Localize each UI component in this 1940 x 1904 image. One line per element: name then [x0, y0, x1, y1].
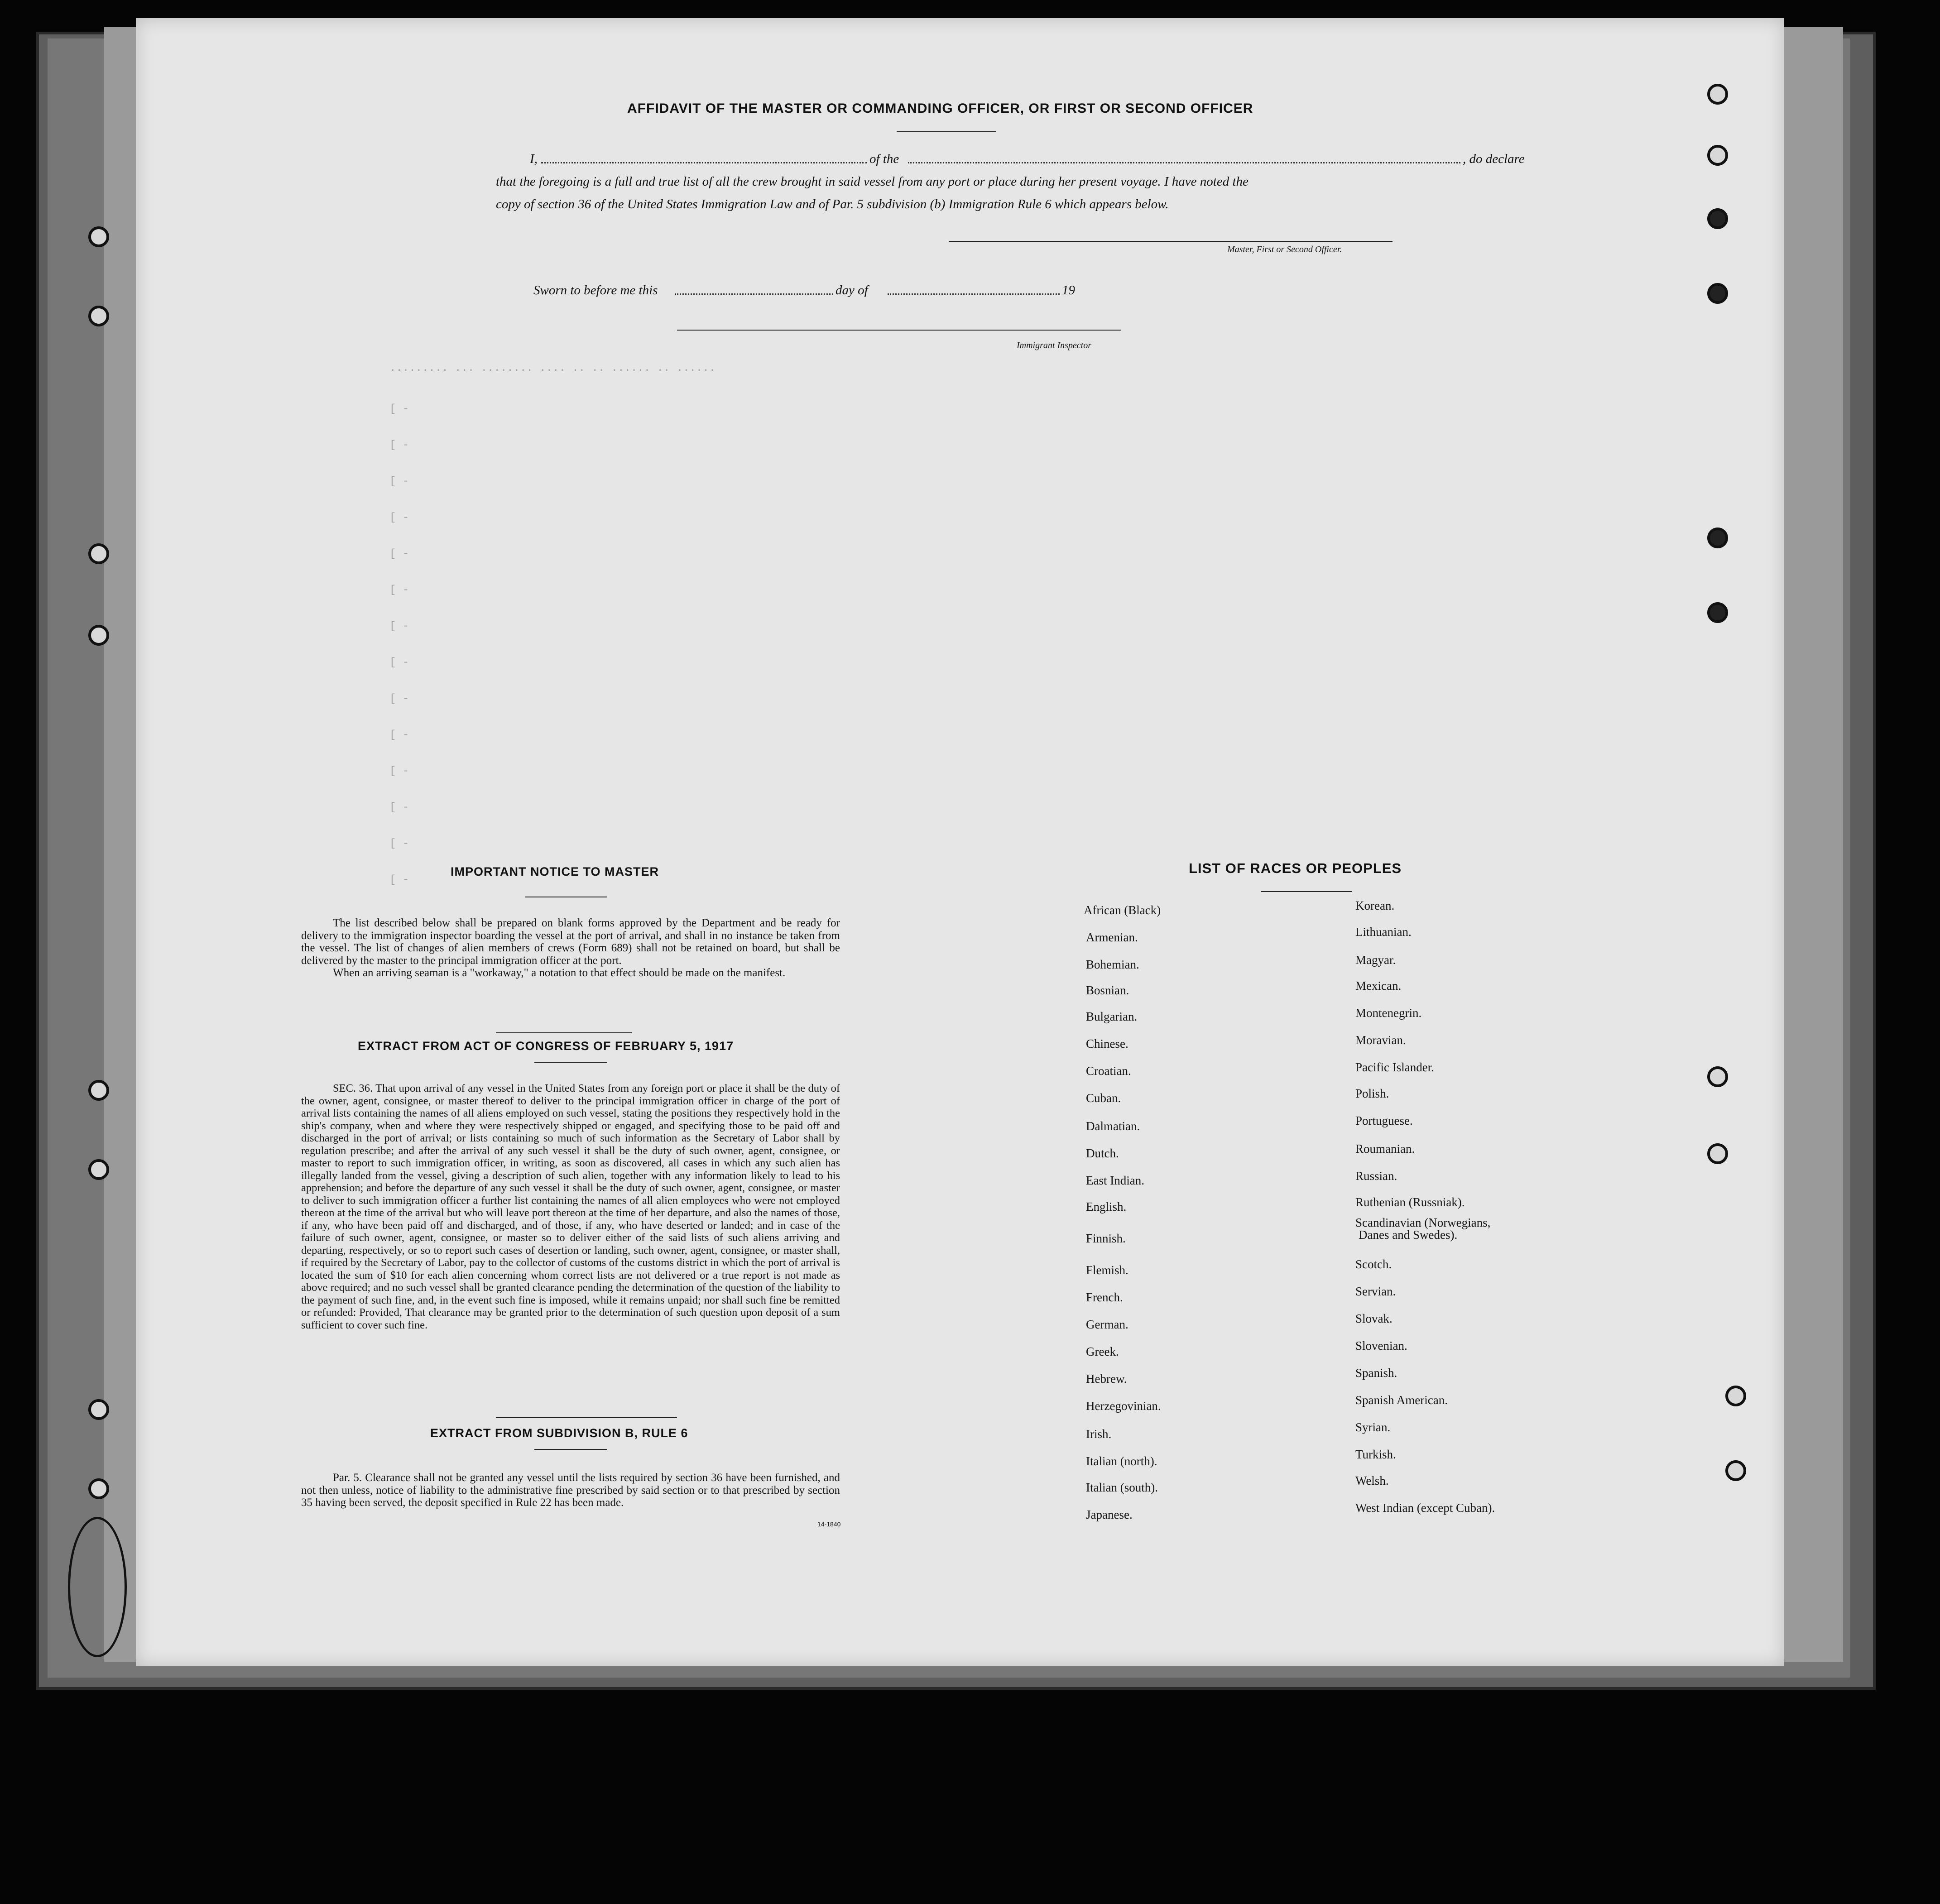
race-item: African (Black): [1084, 903, 1161, 917]
race-item: Welsh.: [1355, 1474, 1389, 1487]
races-underline: [1261, 891, 1352, 892]
race-item: Irish.: [1086, 1427, 1112, 1441]
binder-hole: [1707, 283, 1728, 304]
master-name-line: [541, 162, 867, 163]
bleed-through-text: [ -: [389, 729, 409, 741]
race-item: Spanish American.: [1355, 1393, 1448, 1407]
race-item: Mexican.: [1355, 979, 1402, 993]
race-item: Polish.: [1355, 1087, 1389, 1100]
bleed-through-text: [ -: [389, 838, 409, 850]
affidavit-line-3: copy of section 36 of the United States Immigration Law and of Par. 5 subdivision (b) Immigration Rule 6 which appears below.: [496, 197, 1169, 211]
binder-hole: [88, 625, 109, 646]
vessel-name-line: [908, 162, 1460, 163]
race-item: Syrian.: [1355, 1420, 1391, 1434]
notice-title: IMPORTANT NOTICE TO MASTER: [451, 865, 659, 878]
binder-hole: [88, 543, 109, 564]
notice-workaway-paragraph: When an arriving seaman is a "workaway," a notation to that effect should be made on the manifest.: [333, 967, 786, 979]
race-item: Italian (south).: [1086, 1481, 1158, 1494]
race-item: Italian (north).: [1086, 1454, 1157, 1468]
race-item: Montenegrin.: [1355, 1006, 1422, 1020]
race-item: Cuban.: [1086, 1091, 1121, 1105]
binder-hole: [1707, 145, 1728, 166]
binder-hole: [1707, 528, 1728, 548]
race-item: Dutch.: [1086, 1146, 1119, 1160]
affidavit-i: I,: [530, 152, 538, 166]
signature-caption: Master, First or Second Officer.: [1227, 245, 1342, 254]
binder-hole: [88, 306, 109, 326]
race-item: Bohemian.: [1086, 958, 1139, 971]
binder-hole: [1707, 1066, 1728, 1087]
rule-top-rule: [496, 1417, 677, 1418]
race-item: Russian.: [1355, 1169, 1397, 1183]
act-title: EXTRACT FROM ACT OF CONGRESS OF FEBRUARY 5, 1917: [358, 1039, 734, 1053]
race-item: French.: [1086, 1290, 1123, 1304]
race-item: Ruthenian (Russniak).: [1355, 1195, 1465, 1209]
bleed-through-text: [ -: [389, 620, 409, 633]
binder-hole: [1707, 1143, 1728, 1164]
rule-title: EXTRACT FROM SUBDIVISION B, RULE 6: [430, 1426, 688, 1440]
binder-hole: [1725, 1386, 1746, 1406]
bleed-through-text: [ -: [389, 874, 409, 886]
bleed-through-text: [ -: [389, 475, 409, 488]
binder-hole: [88, 1080, 109, 1101]
race-item: Slovenian.: [1355, 1339, 1407, 1352]
notice-paragraph: The list described below shall be prepared on blank forms approved by the Department and be ready for delivery to the immigration inspector boarding the vessel at the port of arrival, and shall in no instance be taken from the vessel. The list of changes of alien members of crews (Form 689) shall not be retained on board, but shall be delivered by the master to the principal immigration officer at the port.: [301, 917, 840, 967]
binder-hole: [88, 1159, 109, 1180]
affidavit-declare: , do declare: [1463, 152, 1525, 166]
race-item: Croatian.: [1086, 1064, 1131, 1078]
inspector-signature-line: [677, 330, 1121, 331]
bleed-through-text: [ -: [389, 548, 409, 560]
sworn-month-line: [888, 293, 1060, 295]
year-prefix: 19: [1062, 283, 1075, 297]
race-item: Servian.: [1355, 1285, 1396, 1298]
race-item: Korean.: [1355, 899, 1395, 912]
rule-paragraph: Par. 5. Clearance shall not be granted any vessel until the lists required by section 36 have been furnished, and not then unless, notice of liability to the administrative fine prescribed by said section or to that prescribed by section 35 having been served, the deposit specified in Rule 22 has been made.: [301, 1472, 840, 1509]
race-item: Scotch.: [1355, 1257, 1392, 1271]
race-item: Roumanian.: [1355, 1142, 1415, 1156]
bleed-through-text: [ -: [389, 439, 409, 451]
race-item: Chinese.: [1086, 1037, 1128, 1050]
race-item: Moravian.: [1355, 1033, 1406, 1047]
bleed-through-text: [ -: [389, 403, 409, 415]
binder-hole: [88, 1478, 109, 1499]
inspector-caption: Immigrant Inspector: [1017, 341, 1091, 350]
race-item: Turkish.: [1355, 1448, 1396, 1461]
binder-hole: [1707, 208, 1728, 229]
race-item: West Indian (except Cuban).: [1355, 1501, 1495, 1515]
race-item: Lithuanian.: [1355, 925, 1412, 939]
signature-line: [949, 241, 1393, 242]
rule-underline: [534, 1449, 607, 1450]
sworn-day-line: [675, 293, 833, 295]
day-of-text: day of: [836, 283, 868, 297]
affidavit-title: AFFIDAVIT OF THE MASTER OR COMMANDING OFFICER, OR FIRST OR SECOND OFFICER: [627, 101, 1253, 116]
race-item: Slovak.: [1355, 1312, 1393, 1325]
race-item: Bosnian.: [1086, 983, 1129, 997]
act-underline: [534, 1062, 607, 1063]
race-item: English.: [1086, 1200, 1127, 1213]
bleed-through-text: [ -: [389, 584, 409, 596]
act-top-rule: [496, 1032, 632, 1033]
manifest-page: [136, 18, 1784, 1666]
race-item: Japanese.: [1086, 1508, 1133, 1521]
binder-hole: [1707, 84, 1728, 105]
race-item: Portuguese.: [1355, 1114, 1413, 1127]
race-item: German.: [1086, 1318, 1128, 1331]
race-item: Magyar.: [1355, 953, 1396, 967]
race-item: Herzegovinian.: [1086, 1399, 1161, 1413]
race-item: Hebrew.: [1086, 1372, 1127, 1386]
bleed-through-text: [ -: [389, 693, 409, 705]
race-item: Flemish.: [1086, 1263, 1128, 1277]
race-item: Armenian.: [1086, 930, 1138, 944]
binder-hole: [88, 226, 109, 247]
race-item: Danes and Swedes).: [1359, 1228, 1458, 1242]
title-underline: [897, 131, 996, 132]
race-item: Finnish.: [1086, 1232, 1126, 1245]
binder-hole: [1725, 1460, 1746, 1481]
affidavit-of-the: of the: [869, 152, 899, 166]
race-item: Scandinavian (Norwegians,: [1355, 1216, 1491, 1229]
race-item: Bulgarian.: [1086, 1010, 1138, 1023]
bleed-through-text: [ -: [389, 801, 409, 814]
sworn-text: Sworn to before me this: [533, 283, 658, 297]
binder-hole: [88, 1399, 109, 1420]
binding-string: [68, 1517, 127, 1657]
race-item: Pacific Islander.: [1355, 1060, 1434, 1074]
race-item: East Indian.: [1086, 1174, 1144, 1187]
affidavit-line-2: that the foregoing is a full and true list of all the crew brought in said vessel from any port or place during her present voyage. I have noted the: [496, 174, 1249, 189]
race-item: Spanish.: [1355, 1366, 1397, 1380]
binder-hole: [1707, 602, 1728, 623]
races-title: LIST OF RACES OR PEOPLES: [1189, 860, 1402, 876]
bleed-through-text: [ -: [389, 765, 409, 777]
act-section-36-text: SEC. 36. That upon arrival of any vessel in the United States from any foreign port or place it shall be the duty of the owner, agent, consignee, or master thereof to deliver to the principal immigration officer in charge of the port of arrival lists containing the names of all aliens employed on such vessel, stating the positions they respectively hold in the ship's company, when and where they were respectively shipped or engaged, and specifying those to be paid off and discharged in the port of arrival; or lists containing so much of such information as the Secretary of Labor shall by regulation prescribe; and after the arrival of any such vessel it shall be the duty of such owner, agent, consignee, or master to report to such immigration officer, in writing, as soon as discovered, all cases in which any such alien has illegally landed from the vessel, giving a description of such alien, together with any information likely to lead to his apprehension; and before the departure of any such vessel it shall be the duty of such owner, agent, consignee, or master to deliver to such immigration officer a further list containing the names of all alien employees who were not employed thereon at the time of the arrival but who will leave port thereon at the time of her departure, and also the names of those, if any, who have been paid off and discharged, and of those, if any, who have deserted or landed; and in case of the failure of such owner, agent, consignee, or master so to deliver either of the said lists of such aliens arriving and departing, respectively, or so to report such cases of desertion or landing, such owner, agent, consignee, or master shall, if required by the Secretary of Labor, pay to the collector of customs of the customs district in which the port of arrival is located the sum of $10 for each alien concerning whom correct lists are not delivered or a true report is not made as above required; and no such vessel shall be granted clearance pending the determination of the question of the liability to the payment of such fine, and, in the event such fine is imposed, while it remains unpaid; nor shall such fine be remitted or refunded: Provided, That clearance may be granted prior to the determination of such question upon deposit of a sum sufficient to cover such fine.: [301, 1082, 840, 1331]
race-item: Dalmatian.: [1086, 1119, 1140, 1133]
bleed-through-text: [ -: [389, 657, 409, 669]
form-number: 14-1840: [817, 1520, 841, 1528]
bleed-through-text: [ -: [389, 512, 409, 524]
race-item: Greek.: [1086, 1345, 1119, 1358]
bleed-through-text: ......... ... ........ .... .. .. ...... .. ......: [389, 362, 716, 374]
